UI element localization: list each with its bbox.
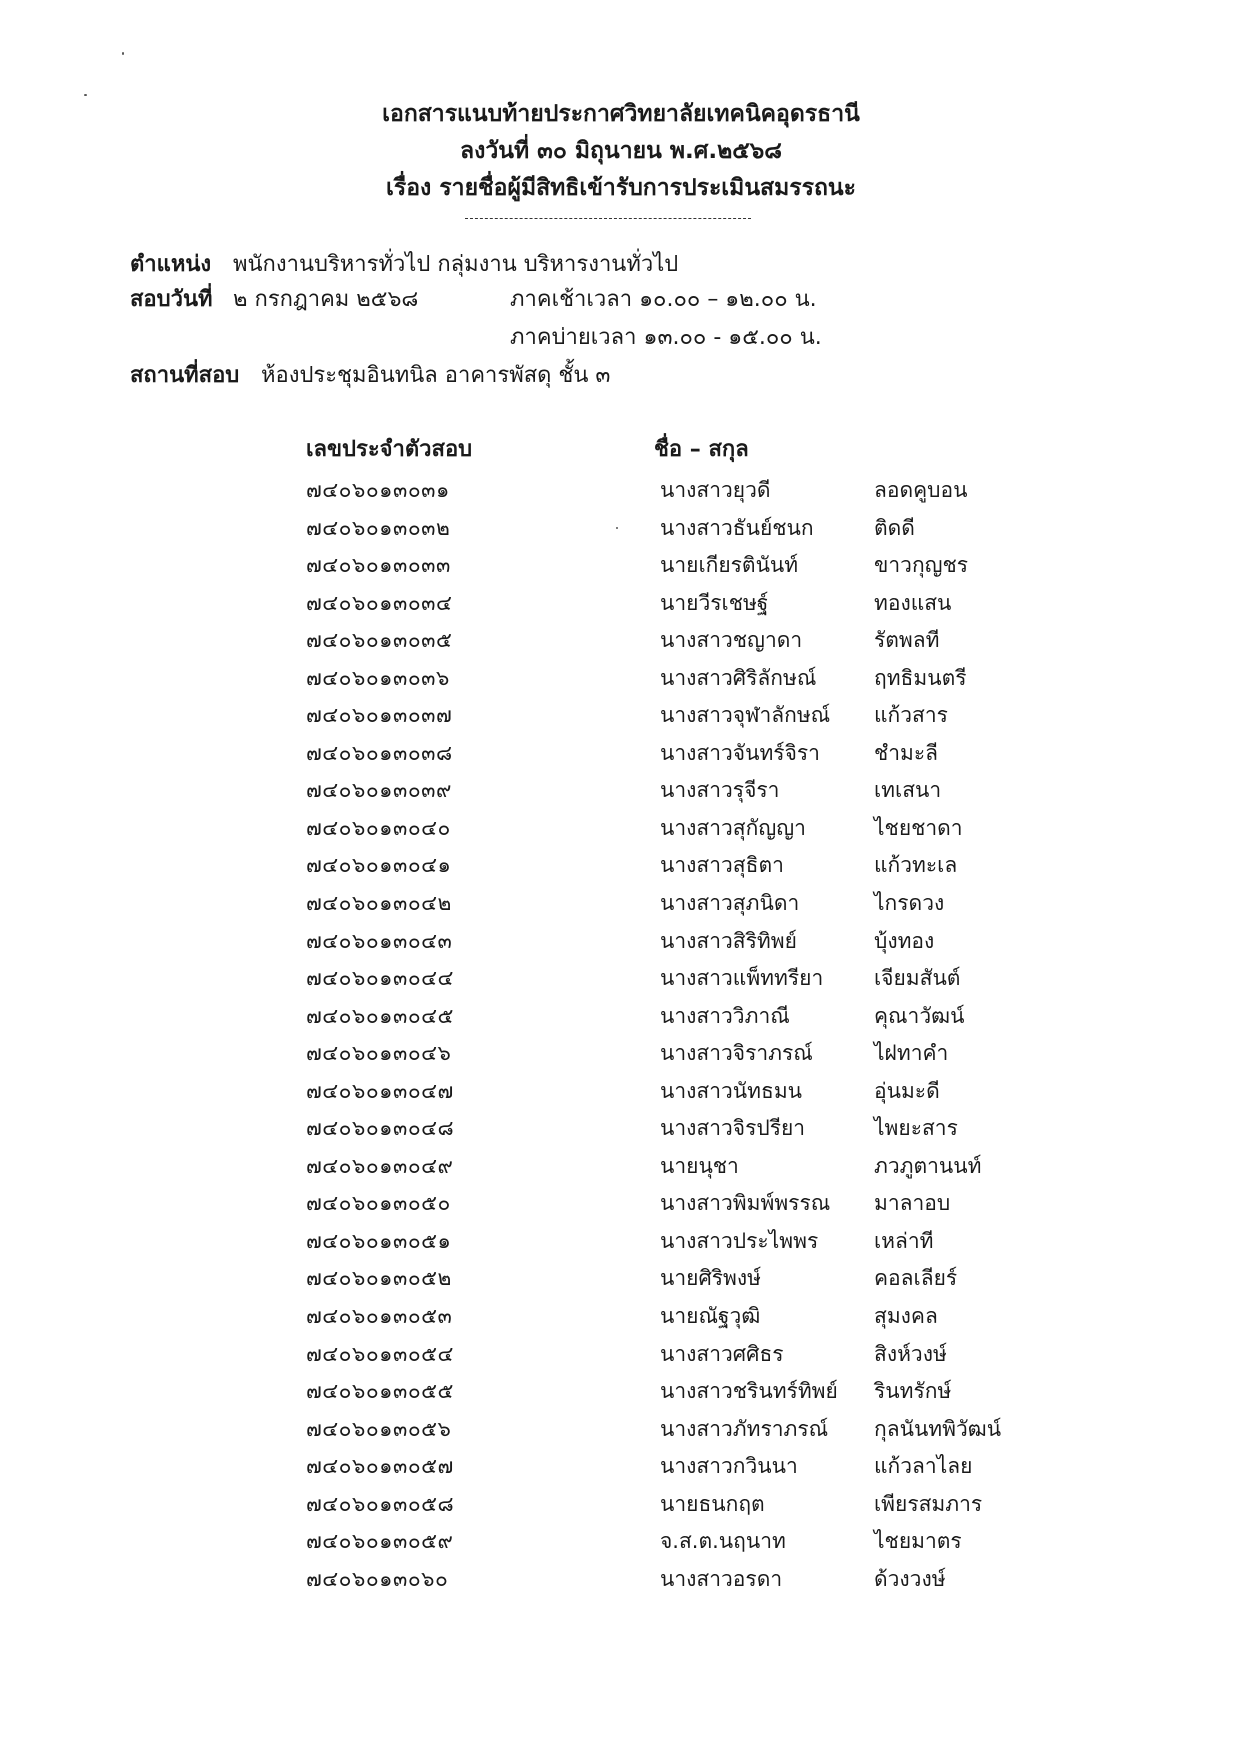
candidate-family-name: ไฝทาคำ xyxy=(874,1041,949,1066)
position-label: ตำแหน่ง xyxy=(130,252,212,277)
candidate-id: ๗๔๐๖๐๑๓๐๔๕ xyxy=(306,1003,454,1028)
candidate-given-name: นางสาวประไพพร xyxy=(660,1228,819,1253)
candidate-family-name: อุ่นมะดี xyxy=(874,1078,940,1103)
candidate-id: ๗๔๐๖๐๑๓๐๕๔ xyxy=(306,1341,454,1366)
candidate-row xyxy=(0,1336,1242,1374)
candidate-given-name: นายณัฐวุฒิ xyxy=(660,1304,761,1329)
candidate-row xyxy=(0,622,1242,660)
position-value: พนักงานบริหารทั่วไป กลุ่มงาน บริหารงานทั่วไป xyxy=(233,252,679,277)
candidate-id: ๗๔๐๖๐๑๓๐๔๒ xyxy=(306,891,452,916)
candidate-row xyxy=(0,998,1242,1036)
candidate-family-name: รัตพลที xyxy=(874,628,940,653)
candidate-row xyxy=(0,885,1242,923)
candidate-given-name: นายธนกฤต xyxy=(660,1491,765,1516)
candidate-row xyxy=(0,810,1242,848)
candidate-row xyxy=(0,697,1242,735)
candidate-family-name: ฤทธิมนตรี xyxy=(874,665,967,690)
candidate-row xyxy=(0,1523,1242,1561)
candidate-id: ๗๔๐๖๐๑๓๐๓๗ xyxy=(306,703,453,728)
column-header-id: เลขประจำตัวสอบ xyxy=(306,437,473,462)
candidate-family-name: สิงห์วงษ์ xyxy=(874,1341,947,1366)
candidate-given-name: นางสาวชญาดา xyxy=(660,628,803,653)
candidate-given-name: นางสาวธันย์ชนก xyxy=(660,515,814,540)
candidate-given-name: จ.ส.ต.นฤนาท xyxy=(660,1529,786,1554)
candidate-id: ๗๔๐๖๐๑๓๐๓๖ xyxy=(306,665,450,690)
candidate-given-name: นางสาวรุจีรา xyxy=(660,778,780,803)
candidate-given-name: นางสาวจุฬาลักษณ์ xyxy=(660,703,831,728)
venue-label: สถานที่สอบ xyxy=(130,363,240,388)
header-divider xyxy=(465,218,751,219)
candidate-family-name: กุลนันทพิวัฒน์ xyxy=(874,1416,1002,1441)
candidate-family-name: ลอดคูบอน xyxy=(874,478,968,502)
candidate-row xyxy=(0,735,1242,773)
candidate-family-name: สุมงคล xyxy=(874,1304,938,1329)
candidate-id: ๗๔๐๖๐๑๓๐๔๔ xyxy=(306,966,454,991)
candidate-given-name: นางสาววิภาณี xyxy=(660,1003,790,1028)
candidate-row xyxy=(0,1561,1242,1599)
candidate-given-name: นางสาวนัทธมน xyxy=(660,1078,803,1103)
candidate-id: ๗๔๐๖๐๑๓๐๕๐ xyxy=(306,1191,451,1216)
candidate-given-name: นางสาวสุภนิดา xyxy=(660,891,800,916)
title-line-2: ลงวันที่ ๓๐ มิถุนายน พ.ศ.๒๕๖๘ xyxy=(460,138,782,164)
candidate-id: ๗๔๐๖๐๑๓๐๓๒ xyxy=(306,515,451,540)
candidate-list xyxy=(0,472,1242,1598)
candidate-id: ๗๔๐๖๐๑๓๐๔๓ xyxy=(306,928,453,953)
candidate-id: ๗๔๐๖๐๑๓๐๕๖ xyxy=(306,1416,452,1441)
candidate-given-name: นางสาวศศิธร xyxy=(660,1341,784,1366)
title-line-3: เรื่อง รายชื่อผู้มีสิทธิเข้ารับการประเมินสมรรถนะ xyxy=(386,175,856,201)
candidate-given-name: นางสาวกวินนา xyxy=(660,1454,798,1479)
candidate-id: ๗๔๐๖๐๑๓๐๕๑ xyxy=(306,1228,452,1253)
candidate-family-name: ไกรดวง xyxy=(874,891,945,916)
candidate-given-name: นางสาวสุธิตา xyxy=(660,853,784,878)
candidate-id: ๗๔๐๖๐๑๓๐๔๐ xyxy=(306,815,451,840)
candidate-given-name: นางสาวพิมพ์พรรณ xyxy=(660,1191,831,1216)
candidate-id: ๗๔๐๖๐๑๓๐๕๘ xyxy=(306,1491,455,1516)
candidate-given-name: นางสาวอรดา xyxy=(660,1566,783,1591)
candidate-family-name: ขาวกุญชร xyxy=(874,553,969,578)
exam-date-value: ๒ กรกฎาคม ๒๕๖๘ xyxy=(233,287,419,312)
candidate-id: ๗๔๐๖๐๑๓๐๔๙ xyxy=(306,1153,454,1178)
candidate-family-name: ไพยะสาร xyxy=(874,1116,958,1141)
candidate-id: ๗๔๐๖๐๑๓๐๕๓ xyxy=(306,1304,453,1329)
candidate-row xyxy=(0,923,1242,961)
candidate-id: ๗๔๐๖๐๑๓๐๓๑ xyxy=(306,478,450,502)
candidate-row xyxy=(0,1486,1242,1524)
candidate-family-name: เจียมสันต์ xyxy=(874,966,961,991)
candidate-family-name: ไชยชาดา xyxy=(874,815,963,840)
candidate-family-name: ทองแสน xyxy=(874,590,952,615)
candidate-id: ๗๔๐๖๐๑๓๐๓๙ xyxy=(306,778,452,803)
candidate-given-name: นางสาวชรินทร์ทิพย์ xyxy=(660,1379,838,1404)
candidate-row xyxy=(0,1260,1242,1298)
candidate-family-name: เหล่าที xyxy=(874,1228,934,1253)
candidate-family-name: คอลเลียร์ xyxy=(874,1266,958,1291)
candidate-family-name: บุ้งทอง xyxy=(874,928,935,953)
candidate-row xyxy=(0,1448,1242,1486)
candidate-row xyxy=(0,1148,1242,1186)
candidate-row xyxy=(0,660,1242,698)
candidate-id: ๗๔๐๖๐๑๓๐๓๔ xyxy=(306,590,453,615)
candidate-row xyxy=(0,585,1242,623)
candidate-family-name: เทเสนา xyxy=(874,778,942,803)
candidate-given-name: นางสาวสิริทิพย์ xyxy=(660,928,797,953)
candidate-family-name: เพียรสมภาร xyxy=(874,1491,983,1516)
candidate-given-name: นายเกียรตินันท์ xyxy=(660,553,799,578)
candidate-id: ๗๔๐๖๐๑๓๐๔๗ xyxy=(306,1078,454,1103)
exam-date-row xyxy=(130,285,418,315)
candidate-given-name: นางสาวยุวดี xyxy=(660,478,771,502)
scan-speck xyxy=(122,52,124,55)
candidate-id: ๗๔๐๖๐๑๓๐๓๕ xyxy=(306,628,453,653)
candidate-given-name: นางสาวจิรปรียา xyxy=(660,1116,806,1141)
candidate-given-name: นายวีรเชษฐ์ xyxy=(660,590,769,615)
candidate-row xyxy=(0,472,1242,510)
candidate-family-name: ชำมะลี xyxy=(874,740,939,765)
candidate-row xyxy=(0,1298,1242,1336)
candidate-family-name: ติดดี xyxy=(874,515,915,540)
candidate-row xyxy=(0,1223,1242,1261)
candidate-row xyxy=(0,547,1242,585)
candidate-id: ๗๔๐๖๐๑๓๐๕๙ xyxy=(306,1529,454,1554)
morning-session: ภาคเช้าเวลา ๑๐.๐๐ – ๑๒.๐๐ น. xyxy=(510,287,817,312)
position-row xyxy=(130,250,678,280)
candidate-id: ๗๔๐๖๐๑๓๐๔๑ xyxy=(306,853,452,878)
candidate-family-name: คุณาวัฒน์ xyxy=(874,1003,965,1028)
candidate-id: ๗๔๐๖๐๑๓๐๔๘ xyxy=(306,1116,455,1141)
candidate-row xyxy=(0,960,1242,998)
candidate-family-name: ไชยมาตร xyxy=(874,1529,962,1554)
column-header-name: ชื่อ – สกุล xyxy=(654,437,749,462)
candidate-given-name: นางสาวแพ็ททรียา xyxy=(660,966,824,991)
candidate-row xyxy=(0,1185,1242,1223)
candidate-family-name: รินทรักษ์ xyxy=(874,1379,952,1404)
candidate-row xyxy=(0,772,1242,810)
document-header xyxy=(0,96,1242,207)
candidate-given-name: นางสาวจันทร์จิรา xyxy=(660,740,820,765)
candidate-row xyxy=(0,1035,1242,1073)
candidate-given-name: นางสาวจิราภรณ์ xyxy=(660,1041,813,1066)
candidate-given-name: นายนุชา xyxy=(660,1153,739,1178)
candidate-id: ๗๔๐๖๐๑๓๐๖๐ xyxy=(306,1566,449,1591)
candidate-id: ๗๔๐๖๐๑๓๐๕๒ xyxy=(306,1266,452,1291)
candidate-given-name: นางสาวศิริลักษณ์ xyxy=(660,665,817,690)
venue-value: ห้องประชุมอินทนิล อาคารพัสดุ ชั้น ๓ xyxy=(261,363,611,388)
candidate-given-name: นางสาวภัทราภรณ์ xyxy=(660,1416,829,1441)
candidate-family-name: ด้วงวงษ์ xyxy=(874,1566,946,1591)
candidate-row xyxy=(0,510,1242,548)
candidate-row xyxy=(0,1110,1242,1148)
candidate-row xyxy=(0,1073,1242,1111)
candidate-given-name: นางสาวสุกัญญา xyxy=(660,815,806,840)
candidate-id: ๗๔๐๖๐๑๓๐๕๕ xyxy=(306,1379,454,1404)
candidate-given-name: นายศิริพงษ์ xyxy=(660,1266,762,1291)
title-line-1: เอกสารแนบท้ายประกาศวิทยาลัยเทคนิคอุดรธานี xyxy=(382,101,860,127)
candidate-family-name: แก้วลาไลย xyxy=(874,1454,973,1479)
candidate-family-name: แก้วทะเล xyxy=(874,853,958,878)
candidate-id: ๗๔๐๖๐๑๓๐๓๘ xyxy=(306,740,453,765)
exam-date-label: สอบวันที่ xyxy=(130,287,213,312)
candidate-family-name: แก้วสาร xyxy=(874,703,948,728)
candidate-family-name: มาลาอบ xyxy=(874,1191,951,1216)
candidate-row xyxy=(0,1411,1242,1449)
candidate-row xyxy=(0,847,1242,885)
candidate-family-name: ภวภูตานนท์ xyxy=(874,1153,982,1178)
venue-row xyxy=(130,361,610,391)
candidate-id: ๗๔๐๖๐๑๓๐๓๓ xyxy=(306,553,451,578)
candidate-row xyxy=(0,1373,1242,1411)
candidate-id: ๗๔๐๖๐๑๓๐๔๖ xyxy=(306,1041,452,1066)
candidate-id: ๗๔๐๖๐๑๓๐๕๗ xyxy=(306,1454,454,1479)
afternoon-session: ภาคบ่ายเวลา ๑๓.๐๐ - ๑๕.๐๐ น. xyxy=(510,325,822,350)
